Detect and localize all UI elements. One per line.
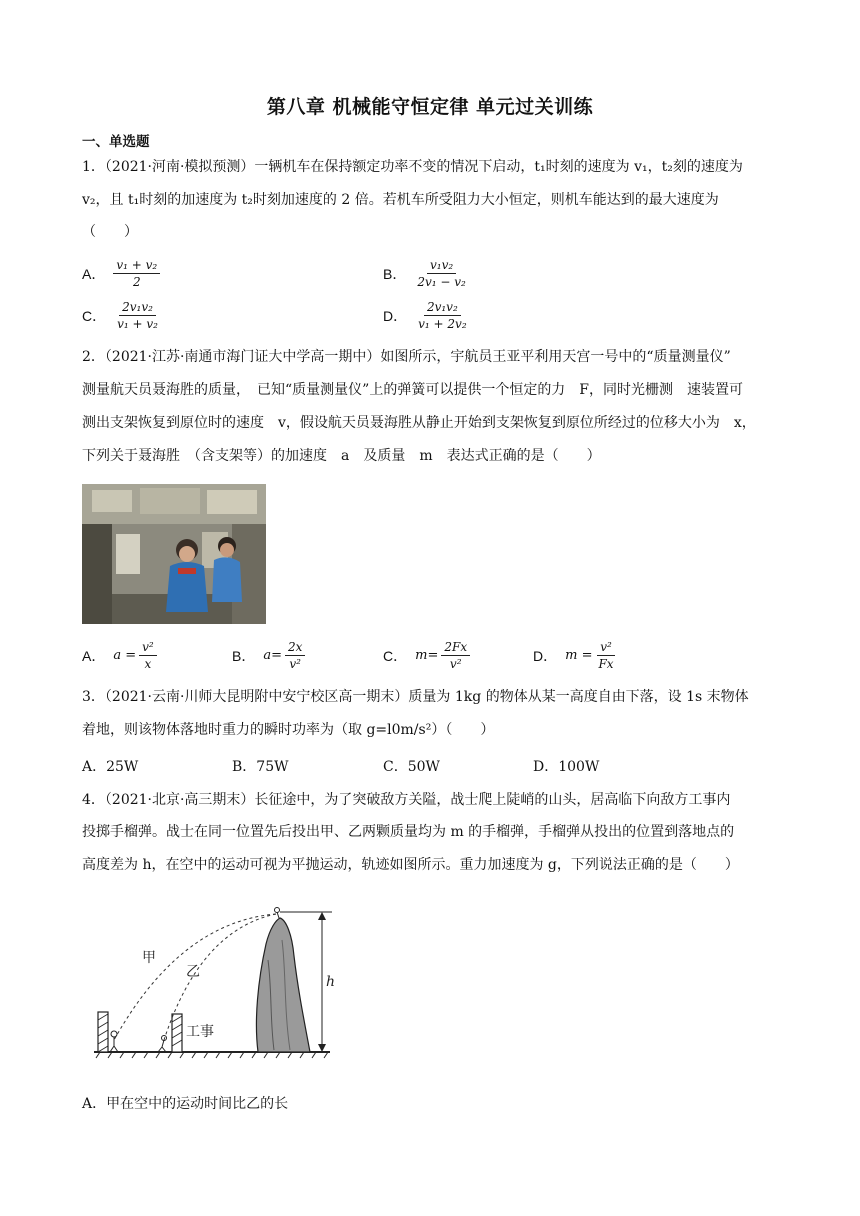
q2-line-4: 下列关于聂海胜 （含支架等）的加速度 a 及质量 m 表达式正确的是（ ） bbox=[82, 448, 601, 464]
equation-lhs: a = bbox=[113, 648, 137, 663]
equation-lhs: m= bbox=[415, 648, 439, 663]
height-arrow-up bbox=[318, 912, 326, 920]
q2-option-c[interactable] bbox=[383, 640, 470, 671]
denominator: Fx bbox=[598, 657, 614, 671]
q4-line-2: 投掷手榴弹。战士在同一位置先后投出甲、乙两颗质量均为 m 的手榴弹，手榴弹从投出的位置到落地点的 bbox=[82, 824, 735, 840]
q3-option-b[interactable]: B．75W bbox=[232, 759, 289, 775]
label-jia: 甲 bbox=[142, 950, 156, 966]
q1-line-2: v₂，且 t₁时刻的加速度为 t₂时刻加速度的 2 倍。若机车所受阻力大小恒定，则机车能达到的最大速度为 bbox=[82, 192, 719, 208]
q3-line-1: 3．（2021·云南·川师大昆明附中安宁校区高一期末）质量为 1kg 的物体从某一高度自由下落，设 1s 末物体 bbox=[82, 689, 749, 705]
option-letter: A． bbox=[82, 647, 106, 664]
option-letter: B． bbox=[232, 647, 256, 664]
fraction bbox=[139, 640, 157, 671]
fraction bbox=[285, 640, 305, 671]
q3-option-c[interactable]: C．50W bbox=[383, 759, 440, 775]
option-letter: C． bbox=[82, 307, 107, 324]
denominator: 2 bbox=[132, 275, 141, 289]
thrower-soldier-icon bbox=[275, 908, 280, 919]
fraction bbox=[114, 300, 161, 331]
enemy-soldier-icon bbox=[110, 1031, 118, 1052]
option-letter: C． bbox=[383, 647, 408, 664]
q3-line-2: 着地，则该物体落地时重力的瞬时功率为（取 g=l0m/s²）（ ） bbox=[82, 722, 495, 738]
q2-option-a[interactable] bbox=[82, 640, 157, 671]
denominator: x bbox=[144, 657, 152, 671]
q4-option-a[interactable]: A．甲在空中的运动时间比乙的长 bbox=[82, 1096, 289, 1112]
q2-line-3: 测出支架恢复到原位时的速度 v，假设航天员聂海胜从静止开始到支架恢复到原位所经过的位移大小为 x， bbox=[82, 415, 756, 431]
fraction bbox=[595, 640, 616, 671]
fraction bbox=[113, 258, 160, 289]
equation-lhs: m = bbox=[565, 648, 593, 663]
q3-option-a[interactable]: A．25W bbox=[82, 759, 139, 775]
trajectory-diagram bbox=[90, 900, 340, 1060]
fraction bbox=[441, 640, 470, 671]
label-gongshi: 工事 bbox=[186, 1024, 214, 1040]
label-h: h bbox=[326, 974, 336, 990]
denominator: v₁ + v₂ bbox=[117, 317, 158, 331]
q4-line-3: 高度差为 h，在空中的运动可视为平抛运动，轨迹如图所示。重力加速度为 g，下列说法正确的是（ ） bbox=[82, 857, 739, 873]
numerator: v² bbox=[597, 640, 615, 656]
q1-option-b[interactable] bbox=[383, 258, 469, 289]
fraction bbox=[414, 258, 469, 289]
q4-line-1: 4．（2021·北京·高三期末）长征途中，为了突破敌方关隘，战士爬上陡峭的山头，居高临下向敌方工事内 bbox=[82, 792, 731, 808]
numerator: v² bbox=[139, 640, 157, 656]
astronaut-photo-image bbox=[82, 484, 266, 624]
denominator: v² bbox=[449, 657, 462, 671]
numerator: 2Fx bbox=[441, 640, 470, 656]
denominator: v₁ + 2v₂ bbox=[418, 317, 467, 331]
q1-option-a[interactable] bbox=[82, 258, 160, 289]
trajectory-diagram-svg bbox=[90, 900, 340, 1060]
astronaut-photo bbox=[82, 484, 266, 624]
option-letter: D． bbox=[533, 647, 558, 664]
numerator: 2x bbox=[285, 640, 305, 656]
height-arrow-down bbox=[318, 1044, 326, 1052]
numerator: 2v₁v₂ bbox=[424, 300, 461, 316]
numerator: 2v₁v₂ bbox=[119, 300, 156, 316]
option-letter: B． bbox=[383, 265, 407, 282]
mountain-shape bbox=[256, 918, 310, 1052]
q3-option-d[interactable]: D．100W bbox=[533, 759, 600, 775]
section-heading: 一、单选题 bbox=[82, 134, 150, 150]
denominator: 2v₁ − v₂ bbox=[417, 275, 466, 289]
running-soldier-icon bbox=[158, 1036, 167, 1053]
option-letter: A． bbox=[82, 265, 106, 282]
numerator: v₁ + v₂ bbox=[113, 258, 160, 274]
numerator: v₁v₂ bbox=[427, 258, 456, 274]
fraction bbox=[415, 300, 470, 331]
q2-option-d[interactable] bbox=[533, 640, 617, 671]
q1-line-1: 1．（2021·河南·模拟预测）一辆机车在保持额定功率不变的情况下启动，t₁时刻的速度为 v₁，t₂刻的速度为 bbox=[82, 159, 743, 175]
q2-option-b[interactable] bbox=[232, 640, 305, 671]
label-yi: 乙 bbox=[186, 964, 200, 980]
q1-option-d[interactable] bbox=[383, 300, 470, 331]
q1-option-c[interactable] bbox=[82, 300, 161, 331]
equation-lhs: a= bbox=[263, 648, 282, 663]
q1-line-3: （ ） bbox=[82, 224, 138, 240]
denominator: v² bbox=[289, 657, 301, 671]
q2-line-2: 测量航天员聂海胜的质量， 已知“质量测量仪”上的弹簧可以提供一个恒定的力 F，同时光栅测 速装置可 bbox=[82, 382, 744, 398]
q2-line-1: 2．（2021·江苏·南通市海门证大中学高一期中）如图所示，宇航员王亚平利用天宫一号中的“质量测量仪” bbox=[82, 349, 731, 365]
option-letter: D． bbox=[383, 307, 408, 324]
page-title: 第八章 机械能守恒定律 单元过关训练 bbox=[266, 96, 594, 118]
left-wall bbox=[98, 1012, 108, 1052]
